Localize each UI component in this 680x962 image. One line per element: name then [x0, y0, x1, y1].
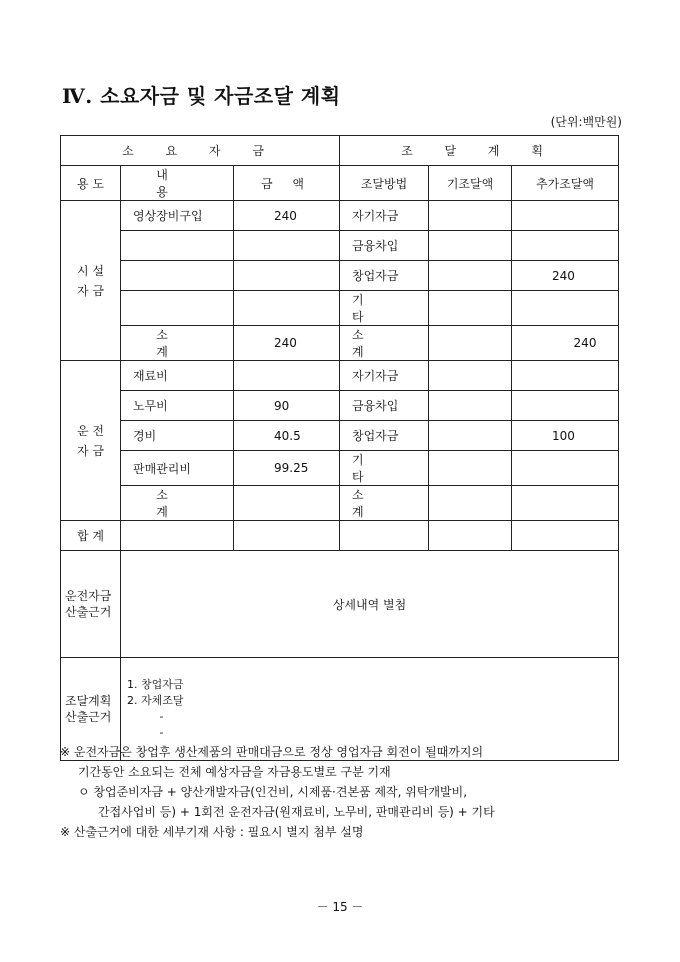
cell-additional: 240	[512, 326, 619, 361]
cell-amount: 240	[234, 201, 340, 231]
cell-method: 자기자금	[340, 361, 429, 391]
operating-group-label: 운 전 자 금	[61, 361, 121, 521]
notes	[60, 742, 640, 842]
header-required: 소 요 자 금	[61, 136, 340, 166]
note-line: ※ 산출근거에 대한 세부기재 사항 : 필요시 별지 첨부 설명	[60, 825, 364, 839]
cell-amount: 99.25	[234, 451, 340, 486]
header-plan: 조 달 계 획	[340, 136, 619, 166]
cell-existing	[429, 451, 512, 486]
cell-content	[121, 231, 234, 261]
cell-content: 노무비	[121, 391, 234, 421]
cell-additional	[512, 291, 619, 326]
list-item: -	[149, 710, 164, 723]
cell-existing	[429, 201, 512, 231]
operating-basis-row	[61, 551, 619, 658]
cell-method: 금융차입	[340, 391, 429, 421]
cell-amount: 90	[234, 391, 340, 421]
cell-existing	[429, 361, 512, 391]
cell-amount	[234, 486, 340, 521]
cell-amount: 240	[234, 326, 340, 361]
cell-method: 금융차입	[340, 231, 429, 261]
table-row	[61, 421, 619, 451]
cell-existing	[429, 261, 512, 291]
table-cell	[234, 521, 340, 551]
cell-method: 기 타	[340, 291, 429, 326]
cell-method: 자기자금	[340, 201, 429, 231]
col-existing: 기조달액	[429, 166, 512, 201]
table-row	[61, 201, 619, 231]
unit-label: (단위:백만원)	[550, 115, 622, 129]
table-cell	[340, 521, 429, 551]
table-cell	[121, 521, 234, 551]
note-line: ※ 운전자금은 창업후 생산제품의 판매대금으로 정상 영업자금 회전이 될때까지의	[60, 745, 484, 759]
cell-method: 소 계	[340, 486, 429, 521]
table-row	[61, 486, 619, 521]
table-row	[61, 451, 619, 486]
cell-content: 영상장비구입	[121, 201, 234, 231]
total-row	[61, 521, 619, 551]
cell-content: 소 계	[121, 486, 234, 521]
cell-additional	[512, 451, 619, 486]
cell-existing	[429, 231, 512, 261]
cell-amount	[234, 291, 340, 326]
cell-existing	[429, 391, 512, 421]
cell-existing	[429, 291, 512, 326]
col-content: 내 용	[121, 166, 234, 201]
cell-content	[121, 291, 234, 326]
funding-table	[60, 135, 619, 761]
cell-additional	[512, 231, 619, 261]
cell-content	[121, 261, 234, 291]
list-item: 2. 자체조달	[127, 694, 184, 707]
operating-section	[61, 361, 619, 521]
page-title: Ⅳ. 소요자금 및 자금조달 계획	[62, 84, 341, 108]
cell-method: 창업자금	[340, 261, 429, 291]
page-number: － 15 －	[316, 900, 364, 914]
cell-method: 소 계	[340, 326, 429, 361]
list-item: 1. 창업자금	[127, 678, 184, 691]
cell-content: 재료비	[121, 361, 234, 391]
note-line: 기간동안 소요되는 전체 예상자금을 자금용도별로 구분 기재	[78, 765, 391, 779]
cell-existing	[429, 421, 512, 451]
cell-amount	[234, 231, 340, 261]
cell-method: 기 타	[340, 451, 429, 486]
cell-additional: 240	[512, 261, 619, 291]
header-row-1	[61, 136, 619, 166]
list-item: -	[149, 726, 164, 739]
table-row	[61, 326, 619, 361]
table-row	[61, 261, 619, 291]
cell-additional	[512, 391, 619, 421]
cell-amount	[234, 261, 340, 291]
table-row	[61, 291, 619, 326]
cell-content: 경비	[121, 421, 234, 451]
operating-basis-label: 운전자금 산출근거	[61, 551, 121, 658]
table-row	[61, 391, 619, 421]
col-additional: 추가조달액	[512, 166, 619, 201]
table-cell	[429, 521, 512, 551]
cell-additional	[512, 486, 619, 521]
cell-content: 판매관리비	[121, 451, 234, 486]
table-row	[61, 231, 619, 261]
cell-existing	[429, 486, 512, 521]
total-label: 합 계	[61, 521, 121, 551]
cell-method: 창업자금	[340, 421, 429, 451]
cell-additional: 100	[512, 421, 619, 451]
facility-group-label: 시 설 자 금	[61, 201, 121, 361]
table-cell	[512, 521, 619, 551]
note-line: 간접사업비 등) + 1회전 운전자금(원재료비, 노무비, 판매관리비 등) + 기타	[98, 805, 495, 819]
cell-amount	[234, 361, 340, 391]
col-method: 조달방법	[340, 166, 429, 201]
cell-existing	[429, 326, 512, 361]
cell-additional	[512, 201, 619, 231]
col-amount: 금 액	[234, 166, 340, 201]
operating-basis-detail: 상세내역 별첨	[121, 551, 619, 658]
note-line: ㅇ 창업준비자금 + 양산개발자금(인건비, 시제품·견본품 제작, 위탁개발비,	[78, 785, 468, 799]
plan-basis-label: 조달계획 산출근거	[61, 658, 121, 761]
cell-additional	[512, 361, 619, 391]
table-row	[61, 361, 619, 391]
cell-amount: 40.5	[234, 421, 340, 451]
col-use: 용 도	[61, 166, 121, 201]
facility-section	[61, 201, 619, 361]
header-row-2	[61, 166, 619, 201]
cell-content: 소 계	[121, 326, 234, 361]
